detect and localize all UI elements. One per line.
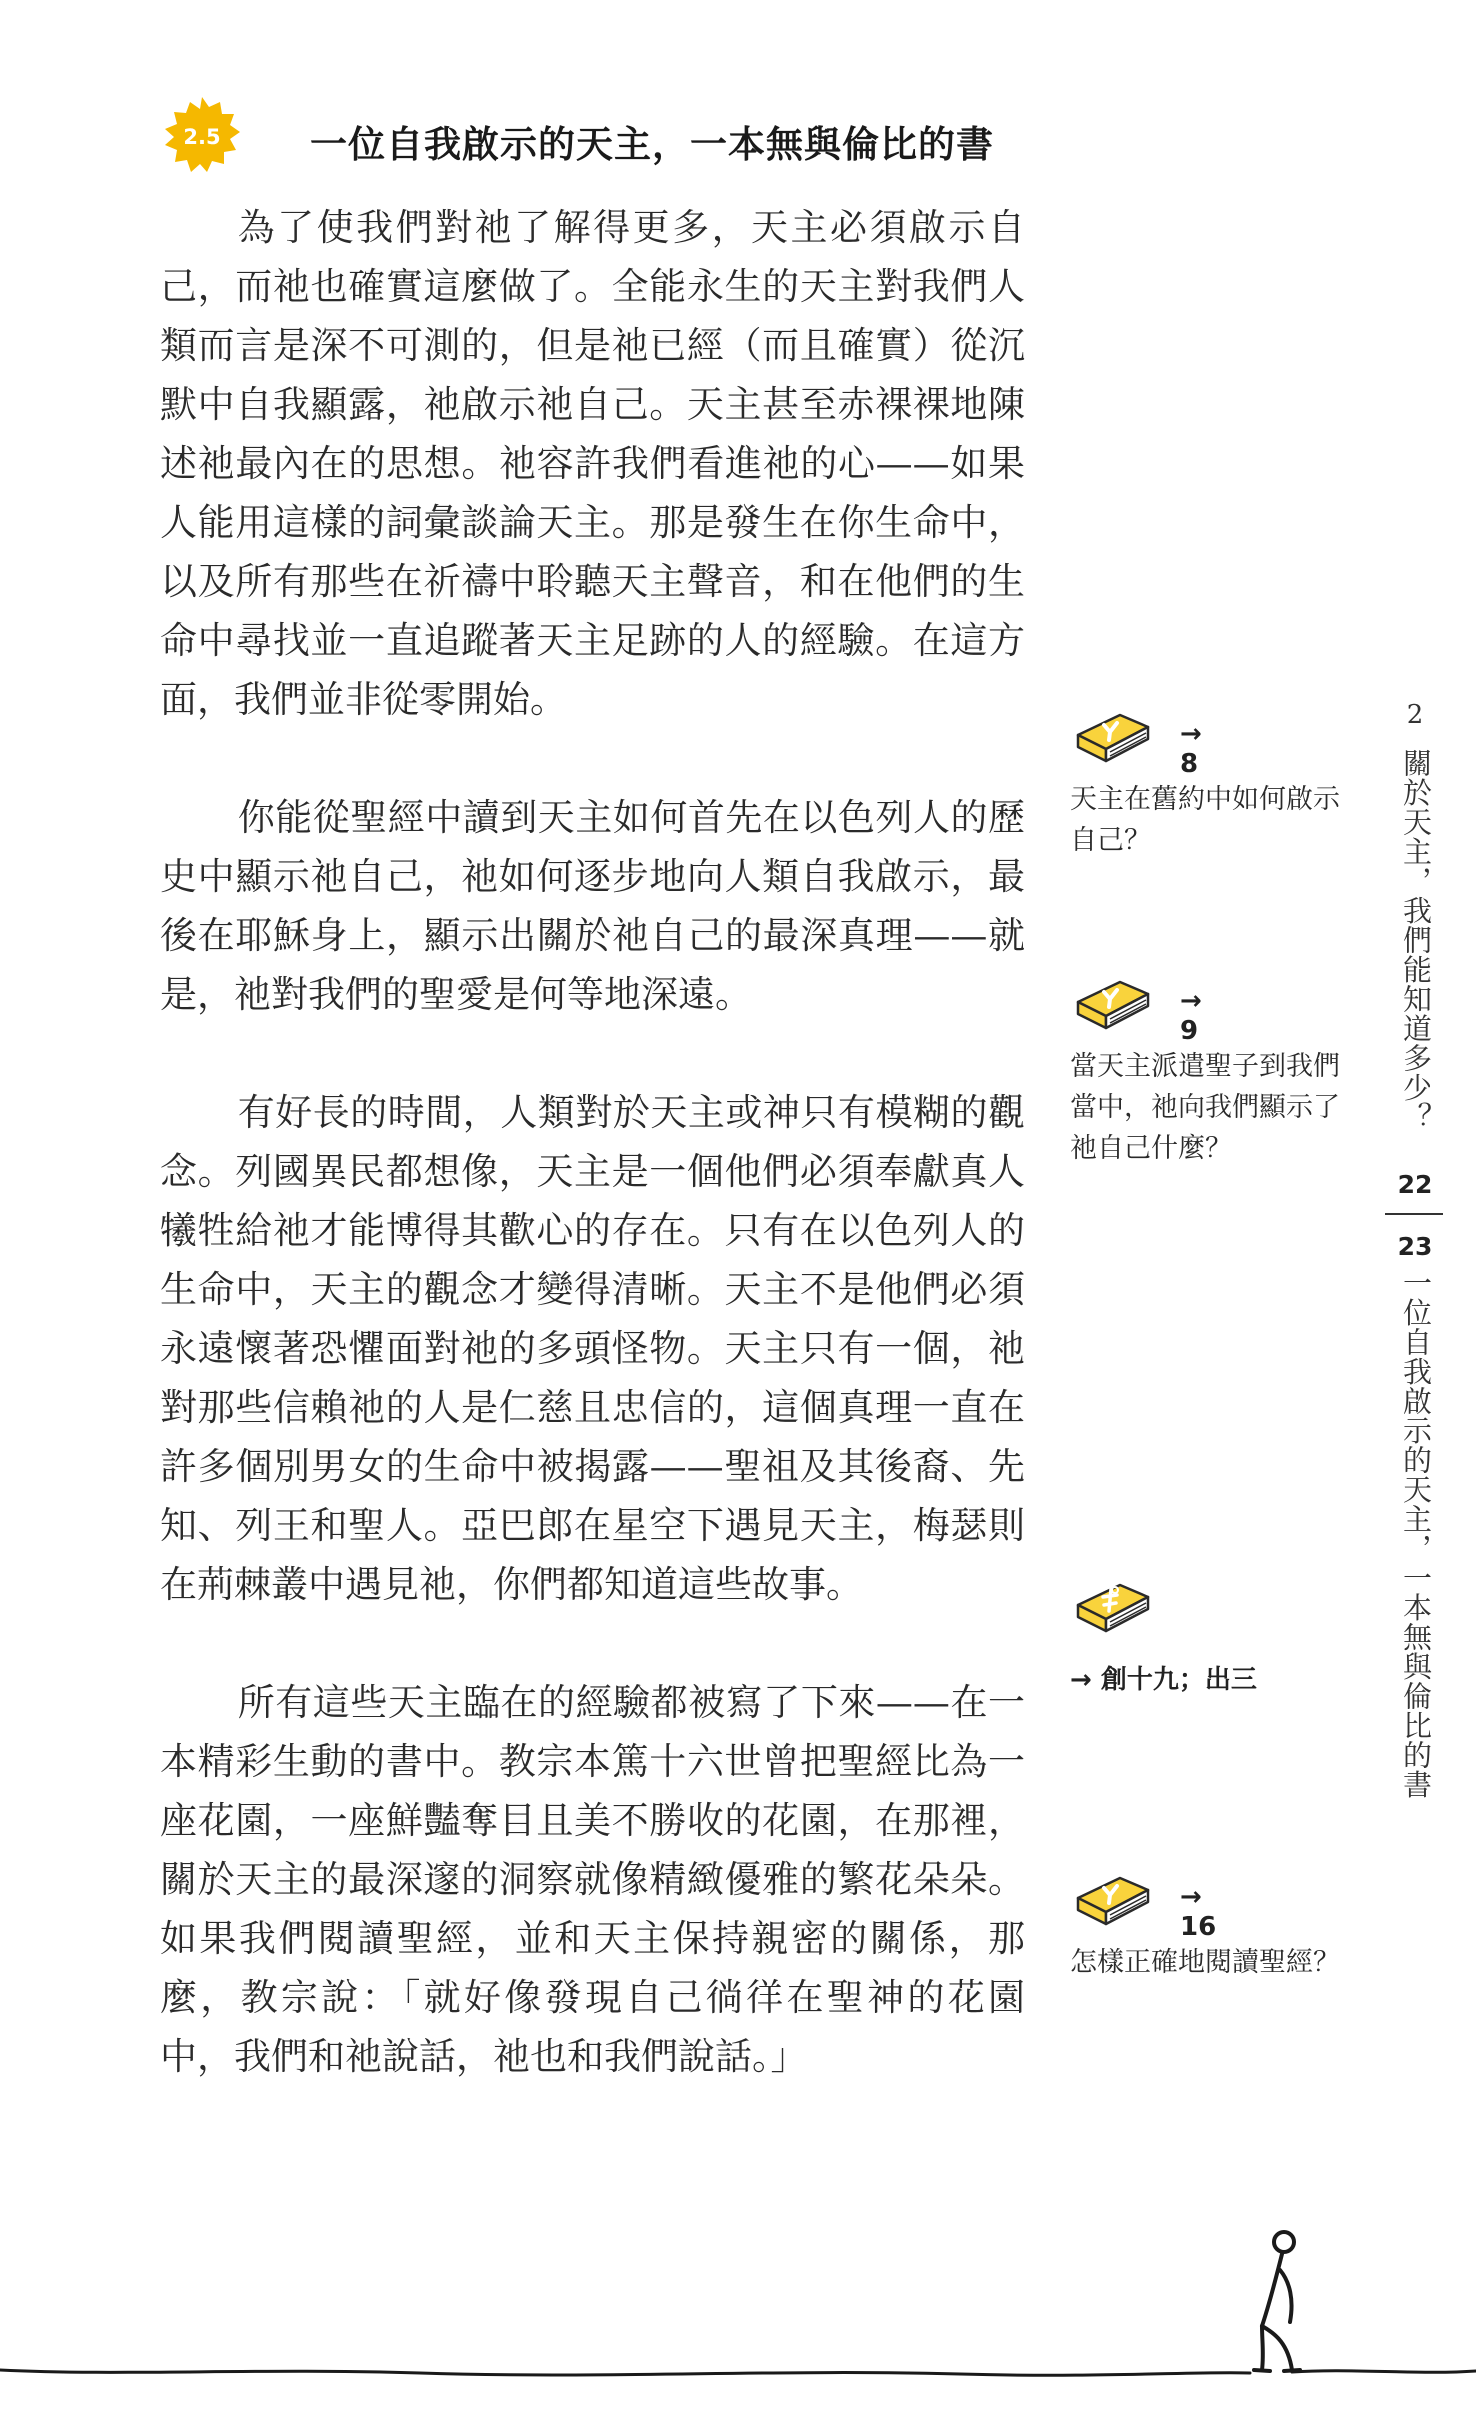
page-number-left: 22: [1397, 1170, 1433, 1199]
section-title: 一位自我啟示的天主，一本無與倫比的書: [310, 123, 994, 166]
note-reference: → 8: [1180, 719, 1202, 779]
note-reference: → 9: [1180, 986, 1202, 1046]
youcat-book-icon: [1070, 972, 1202, 1046]
youcat-book-icon: [1070, 1868, 1217, 1942]
bible-book-icon: [1070, 1575, 1152, 1641]
paragraph: 有好長的時間，人類對於天主或神只有模糊的觀念。列國異民都想像，天主是一個他們必須奉獻真人犧牲給祂才能博得其歡心的存在。只有在以色列人的生命中，天主的觀念才變得清晰。天主不是他們必須永遠懷著恐懼面對祂的多頭怪物。天主只有一個，祂對那些信賴祂的人是仁慈且忠信的，這個真理一直在許多個別男女的生命中被揭露——聖祖及其後裔、先知、列王和聖人。亞巴郎在星空下遇見天主，梅瑟則在荊棘叢中遇見祂，你們都知道這些故事。: [160, 1091, 1025, 1606]
paragraph: 你能從聖經中讀到天主如何首先在以色列人的歷史中顯示祂自己，祂如何逐步地向人類自我啟示，最後在耶穌身上，顯示出關於祂自己的最深真理——就是，祂對我們的聖愛是何等地深遠。: [160, 796, 1025, 1016]
section-title-vertical: 一位自我啟示的天主，一本無與倫比的書: [1399, 1268, 1433, 1799]
paragraph: 為了使我們對祂了解得更多，天主必須啟示自己，而祂也確實這麼做了。全能永生的天主對我們人類而言是深不可測的，但是祂已經（而且確實）從沉默中自我顯露，祂啟示祂自己。天主甚至赤裸裸地陳述祂最內在的思想。祂容許我們看進祂的心——如果人能用這樣的詞彙談論天主。那是發生在你生命中，以及所有那些在祈禱中聆聽天主聲音，和在他們的生命中尋找並一直追蹤著天主足跡的人的經驗。在這方面，我們並非從零開始。: [160, 206, 1025, 721]
note-reference: → 16: [1180, 1882, 1217, 1942]
footer-line-art: [0, 2230, 1476, 2421]
section-number: 2.5: [183, 125, 221, 149]
note-text: 怎樣正確地閱讀聖經？: [1070, 1947, 1340, 1978]
sidebar-note: [1070, 1868, 1345, 1983]
bible-reference: → 創十九；出三: [1070, 1665, 1257, 1695]
main-text: [160, 198, 1025, 2145]
sidebar-note: [1070, 1575, 1345, 1696]
page-number-right: 23: [1397, 1232, 1433, 1261]
sidebar-note: [1070, 705, 1345, 861]
note-text: 天主在舊約中如何啟示自己？: [1070, 784, 1340, 856]
note-text: 當天主派遣聖子到我們當中，祂向我們顯示了祂自己什麼？: [1070, 1051, 1340, 1164]
chapter-number: 2: [1406, 700, 1424, 730]
chapter-title-vertical: 關於天主，我們能知道多少？: [1399, 748, 1433, 1132]
sidebar-note: [1070, 972, 1345, 1169]
crouching-figure-icon: [1254, 2232, 1300, 2371]
page-number-divider: [1385, 1213, 1443, 1215]
paragraph: 所有這些天主臨在的經驗都被寫了下來——在一本精彩生動的書中。教宗本篤十六世曾把聖經比為一座花園，一座鮮豔奪目且美不勝收的花園，在那裡，關於天主的最深邃的洞察就像精緻優雅的繁花朵朵。如果我們閱讀聖經，並和天主保持親密的關係，那麼，教宗說：「就好像發現自己徜徉在聖神的花園中，我們和祂說話，祂也和我們說話。」: [160, 1681, 1025, 2078]
youcat-book-icon: [1070, 705, 1202, 779]
section-number-badge: [160, 95, 244, 179]
